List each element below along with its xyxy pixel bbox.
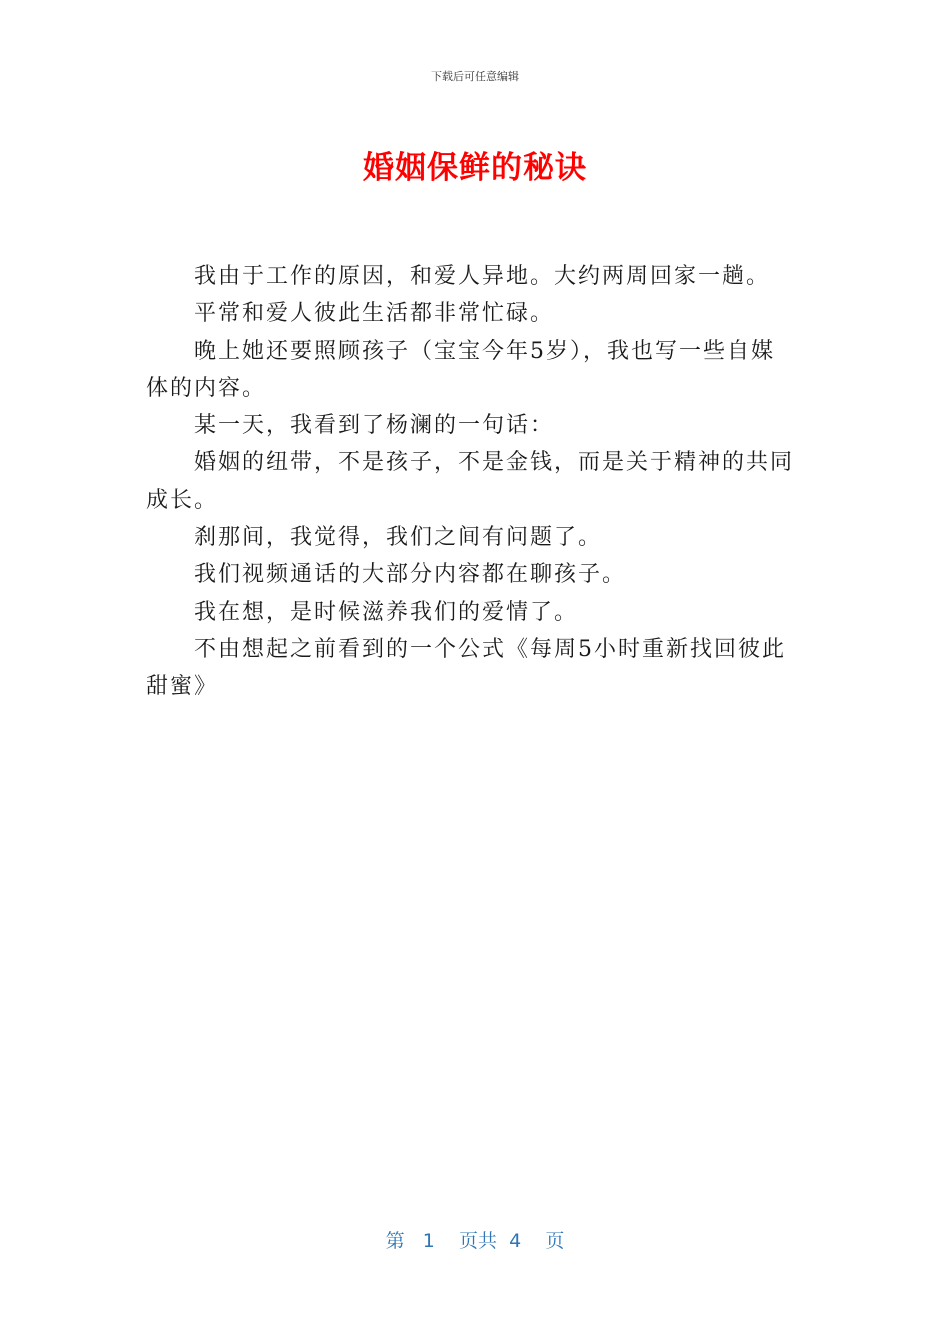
document-body xyxy=(146,258,796,706)
paragraph: 不由想起之前看到的一个公式《每周5小时重新找回彼此甜蜜》 xyxy=(146,636,786,700)
page-footer xyxy=(0,1226,950,1253)
paragraph: 晚上她还要照顾孩子（宝宝今年5岁），我也写一些自媒体的内容。 xyxy=(146,338,775,401)
page-label-prefix: 第 xyxy=(385,1230,405,1252)
paragraph: 婚姻的纽带，不是孩子，不是金钱，而是关于精神的共同成长。 xyxy=(146,450,795,513)
header-note: 下载后可任意编辑 xyxy=(431,70,519,83)
paragraph: 我由于工作的原因，和爱人异地。大约两周回家一趟。 xyxy=(194,264,771,289)
current-page-number: 1 xyxy=(422,1230,435,1252)
paragraph: 某一天，我看到了杨澜的一句话： xyxy=(194,413,555,439)
page-label-suffix: 页 xyxy=(545,1230,565,1252)
paragraph: 刹那间，我觉得，我们之间有问题了。 xyxy=(194,525,603,551)
total-pages-number: 4 xyxy=(509,1230,522,1252)
document-title: 婚姻保鲜的秘诀 xyxy=(363,150,587,186)
paragraph: 平常和爱人彼此生活都非常忙碌。 xyxy=(194,301,555,327)
paragraph: 我们视频通话的大部分内容都在聊孩子。 xyxy=(194,562,627,588)
page-label-mid: 页共 xyxy=(459,1230,498,1252)
paragraph: 我在想，是时候滋养我们的爱情了。 xyxy=(194,599,579,625)
